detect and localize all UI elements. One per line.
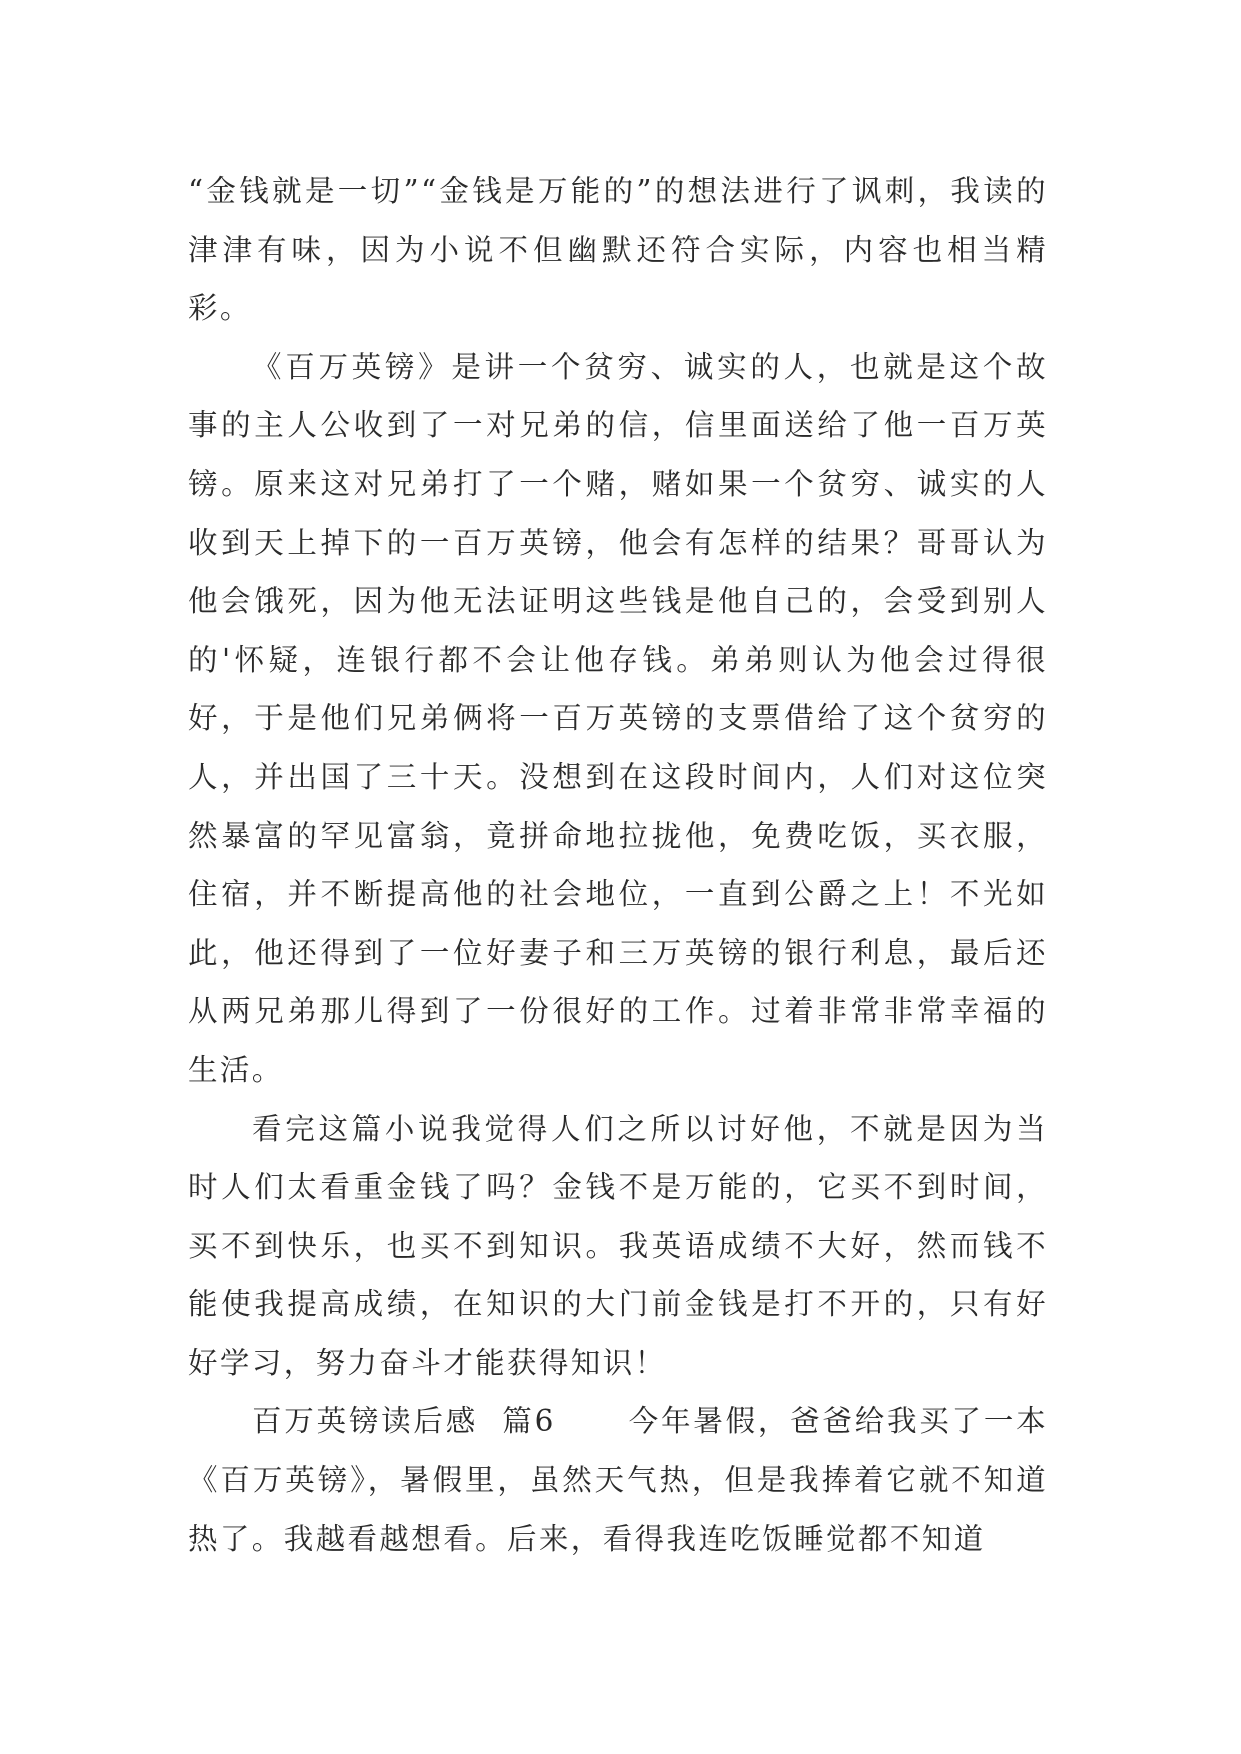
section-heading: 百万英镑读后感 篇6	[252, 1404, 556, 1439]
paragraph-3: 看完这篇小说我觉得人们之所以讨好他，不就是因为当时人们太看重金钱了吗？金钱不是万能的，它买不到时间，买不到快乐，也买不到知识。我英语成绩不大好，然而钱不能使我提高成绩，在知识的大门前金钱是打不开的，只有好好学习，努力奋斗才能获得知识！	[188, 1111, 1048, 1380]
body-text	[188, 162, 1048, 1568]
heading-gap	[556, 1404, 629, 1438]
paragraph-2: 《百万英镑》是讲一个贫穷、诚实的人，也就是这个故事的主人公收到了一对兄弟的信，信里面送给了他一百万英镑。原来这对兄弟打了一个赌，赌如果一个贫穷、诚实的人收到天上掉下的一百万英镑，他会有怎样的结果？哥哥认为他会饿死，因为他无法证明这些钱是他自己的，会受到别人的'怀疑，连银行都不会让他存钱。弟弟则认为他会过得很好，于是他们兄弟俩将一百万英镑的支票借给了这个贫穷的人，并出国了三十天。没想到在这段时间内，人们对这位突然暴富的罕见富翁，竟拼命地拉拢他，免费吃饭，买衣服，住宿，并不断提高他的社会地位，一直到公爵之上！不光如此，他还得到了一位好妻子和三万英镑的银行利息，最后还从两兄弟那儿得到了一份很好的工作。过着非常非常幸福的生活。	[188, 349, 1048, 1087]
section-text: 今年暑假，爸爸给我买了一本《百万英镑》，暑假里，虽然天气热，但是我捧着它就不知道热了。我越看越想看。后来，看得我连吃饭睡觉都不知道	[188, 1404, 1048, 1556]
paragraph-1: “金钱就是一切”“金钱是万能的”的想法进行了讽刺，我读的津津有味，因为小说不但幽默还符合实际，内容也相当精彩。	[188, 174, 1048, 326]
section-paragraph	[188, 1392, 1048, 1568]
